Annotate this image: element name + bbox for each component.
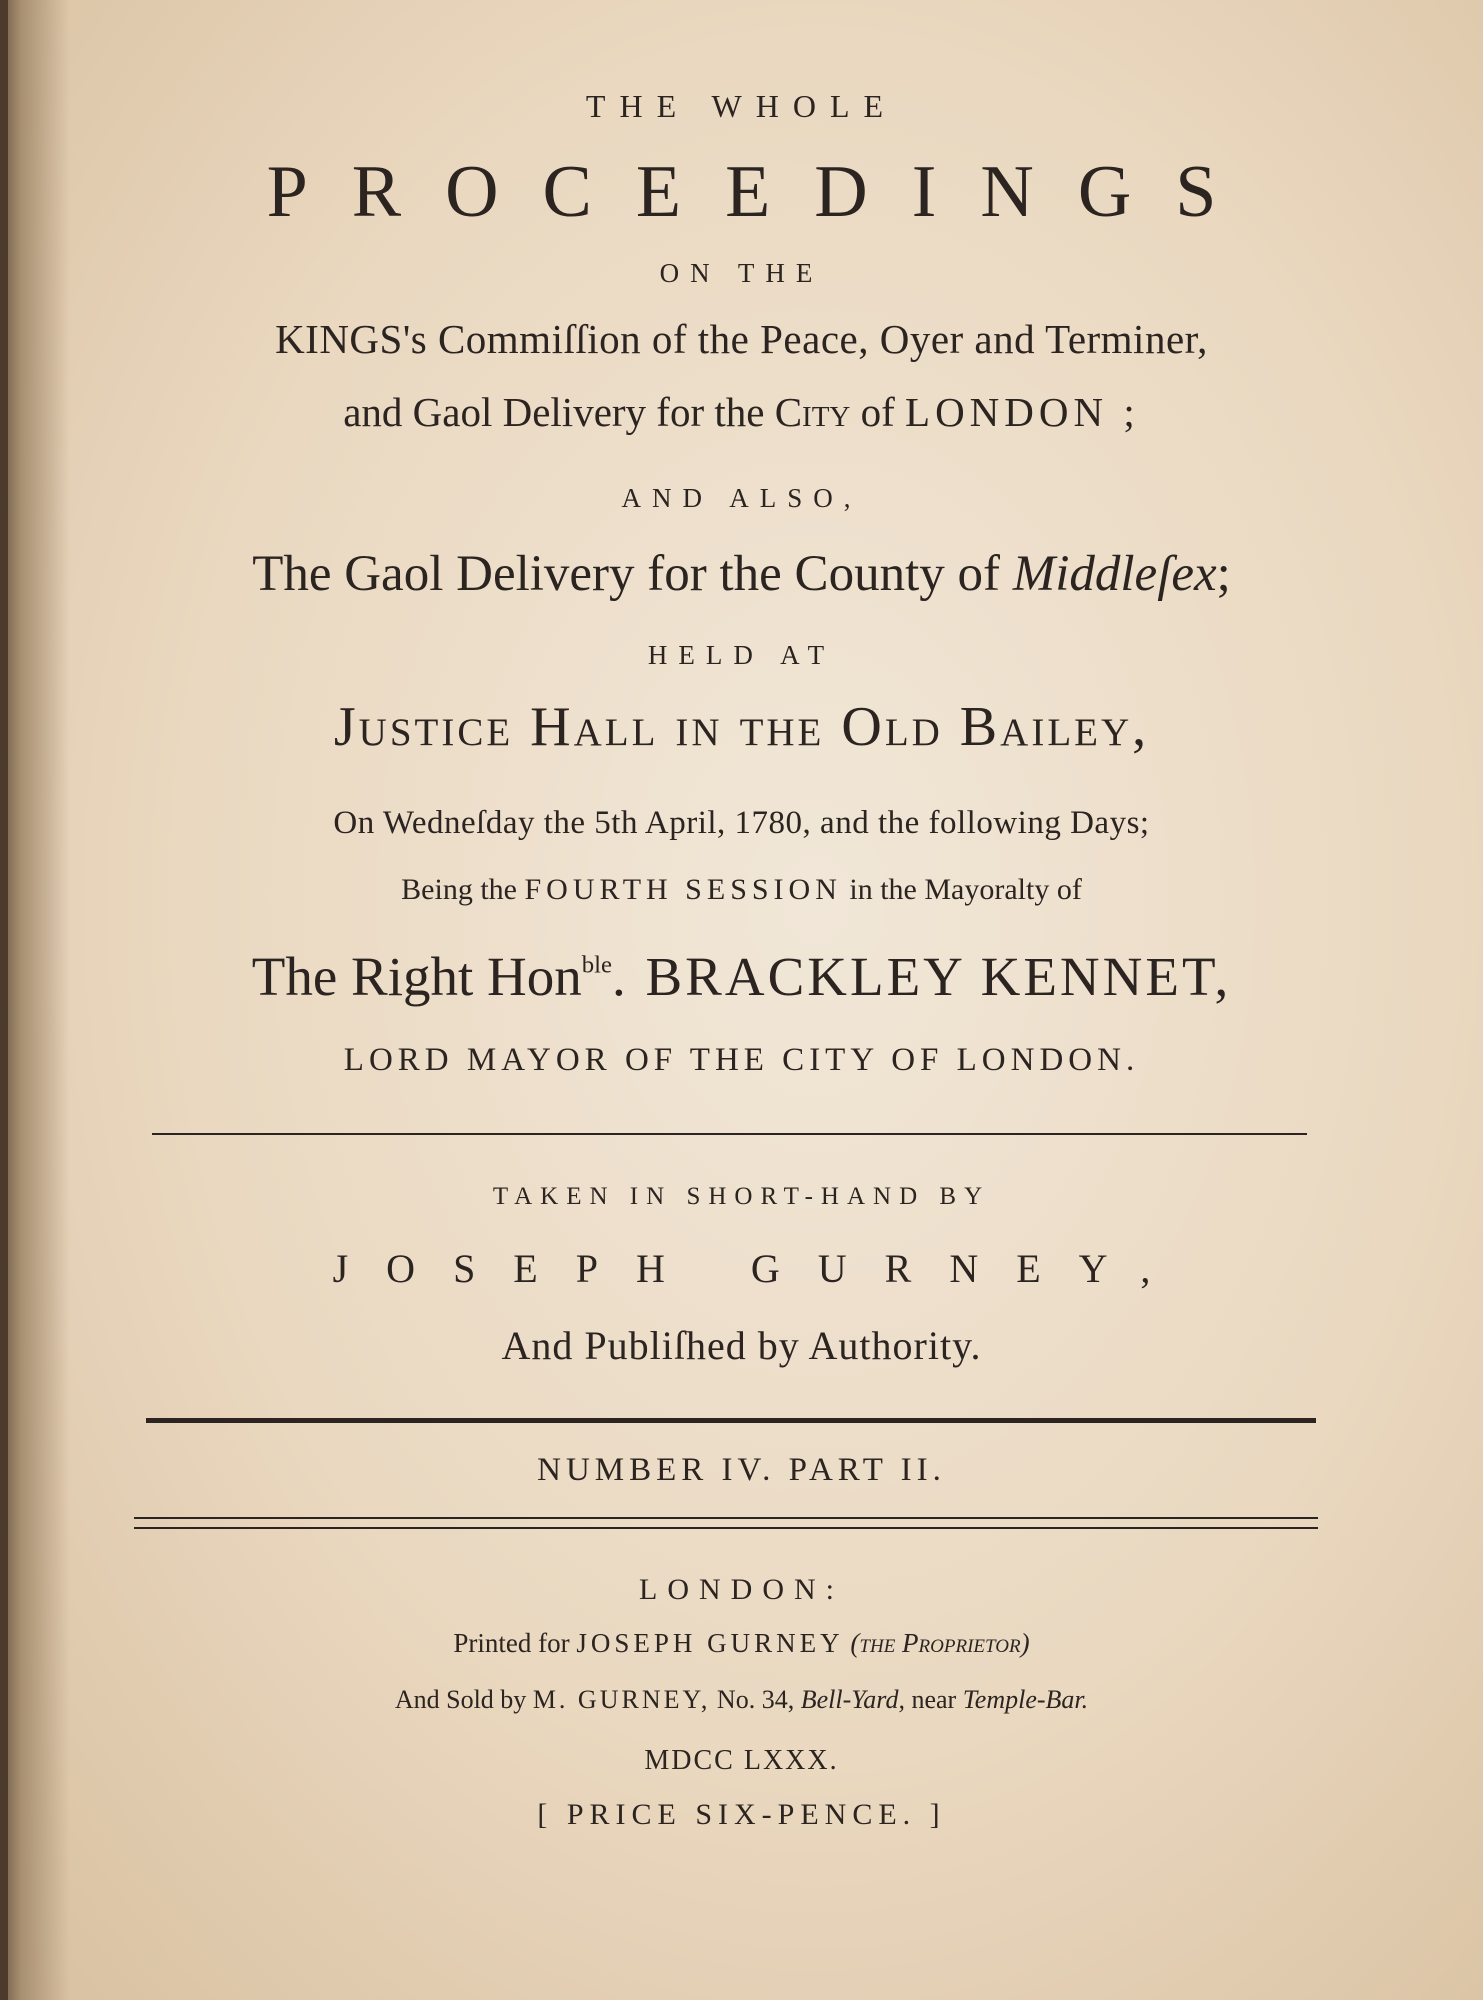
right-hon-line [0, 945, 1483, 1008]
sold-place: Temple-Bar. [962, 1685, 1089, 1714]
county-line [0, 545, 1483, 603]
gaol-city-line [0, 388, 1483, 436]
printed-name: JOSEPH GURNEY [576, 1628, 844, 1658]
county-prefix: The Gaol Delivery for the County of [252, 546, 1000, 602]
right-hon-name: . BRACKLEY KENNET, [612, 946, 1232, 1007]
sold-no: No. 34, [716, 1685, 795, 1714]
published-line: And Publiſhed by Authority. [501, 1323, 982, 1368]
gaol-city-city: City [774, 389, 851, 435]
number-line: NUMBER IV. PART II. [537, 1452, 946, 1488]
divider-2 [146, 1418, 1316, 1423]
proceedings-heading: PROCEEDINGS [266, 151, 1261, 233]
right-hon-prefix: The Right Hon [251, 946, 582, 1007]
gaol-city-of: of [860, 389, 895, 435]
lord-mayor-line: LORD MAYOR OF THE CITY OF LONDON. [343, 1042, 1140, 1078]
printed-prefix: Printed for [453, 1628, 570, 1658]
justice-hall-line: Justice Hall in the Old Bailey, [333, 696, 1150, 758]
divider-1 [152, 1133, 1307, 1135]
county-name: Middleſex [1012, 546, 1217, 602]
reporter-line: JOSEPH GURNEY, [332, 1246, 1189, 1291]
being-line [0, 873, 1483, 907]
held-at-line: HELD AT [647, 640, 836, 670]
sold-name: M. GURNEY, [532, 1685, 711, 1714]
sold-prefix: And Sold by [394, 1685, 527, 1714]
printed-line [0, 1628, 1483, 1659]
gaol-city-london: LONDON ; [905, 389, 1140, 435]
printed-suffix: (the Proprietor) [850, 1628, 1030, 1658]
on-the-line: ON THE [659, 258, 824, 288]
wednesday-line: On Wedneſday the 5th April, 1780, and the following Days; [333, 805, 1150, 841]
price-line: [ PRICE SIX-PENCE. ] [537, 1798, 946, 1831]
london-line: LONDON: [639, 1573, 844, 1606]
divider-3b [134, 1527, 1318, 1529]
and-also-line: AND ALSO, [621, 483, 862, 513]
being-session: FOURTH SESSION [524, 873, 842, 906]
sold-line [0, 1685, 1483, 1715]
divider-3a [134, 1517, 1318, 1519]
being-suffix: in the Mayoralty of [849, 873, 1082, 906]
taken-line: TAKEN IN SHORT-HAND BY [492, 1183, 991, 1210]
county-suffix: ; [1216, 546, 1231, 602]
right-hon-sup: ble [581, 951, 612, 979]
sold-street: Bell-Yard, [800, 1685, 905, 1714]
year-line: MDCC LXXX. [644, 1745, 839, 1776]
sold-near: near [911, 1685, 957, 1714]
the-whole-line: THE WHOLE [585, 88, 898, 124]
being-prefix: Being the [401, 873, 517, 906]
gaol-city-prefix: and Gaol Delivery for the [343, 389, 765, 435]
commission-line: KINGS's Commiſſion of the Peace, Oyer and Terminer, [275, 316, 1208, 362]
